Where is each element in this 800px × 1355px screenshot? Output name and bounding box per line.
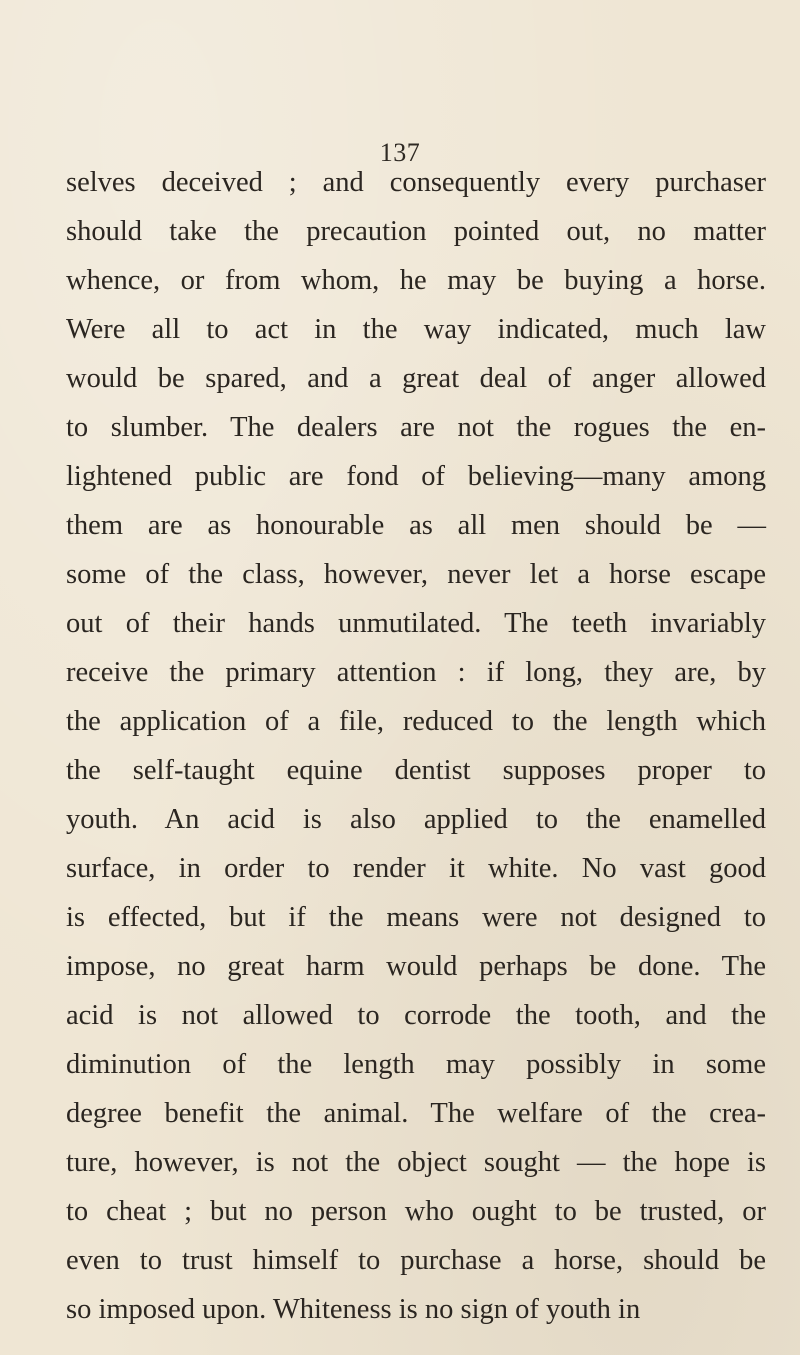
text-line: would be spared, and a great deal of anger allowed — [66, 363, 766, 394]
page-number: 137 — [379, 138, 421, 167]
text-line: diminution of the length may possibly in some — [66, 1049, 766, 1080]
text-line: even to trust himself to purchase a horse, should be — [66, 1245, 766, 1276]
text-line: to slumber. The dealers are not the rogues the en- — [66, 412, 766, 443]
text-line: degree benefit the animal. The welfare of the crea- — [66, 1098, 766, 1129]
text-line: out of their hands unmutilated. The teeth invariably — [66, 608, 766, 639]
text-line: selves deceived ; and consequently every purchaser — [66, 167, 766, 198]
text-line: some of the class, however, never let a horse escape — [66, 559, 766, 590]
text-line: acid is not allowed to corrode the tooth, and the — [66, 1000, 766, 1031]
text-line: impose, no great harm would perhaps be done. The — [66, 951, 766, 982]
text-line: so imposed upon. Whiteness is no sign of youth in — [66, 1294, 641, 1325]
text-line: surface, in order to render it white. No vast good — [66, 853, 766, 884]
text-line: to cheat ; but no person who ought to be trusted, or — [66, 1196, 766, 1227]
text-line: the application of a file, reduced to the length which — [66, 706, 766, 737]
text-line: lightened public are fond of believing—many among — [66, 461, 766, 492]
text-line: Were all to act in the way indicated, much law — [66, 314, 766, 345]
text-line: youth. An acid is also applied to the enamelled — [66, 804, 766, 835]
text-line: receive the primary attention : if long, they are, by — [66, 657, 766, 688]
text-line: them are as honourable as all men should be — — [66, 510, 766, 541]
body-text — [66, 158, 766, 1334]
text-line: is effected, but if the means were not designed to — [66, 902, 766, 933]
text-line: should take the precaution pointed out, no matter — [66, 216, 766, 247]
text-line: the self-taught equine dentist supposes proper to — [66, 755, 766, 786]
text-line: whence, or from whom, he may be buying a horse. — [66, 265, 766, 296]
text-line: ture, however, is not the object sought — the hope is — [66, 1147, 766, 1178]
